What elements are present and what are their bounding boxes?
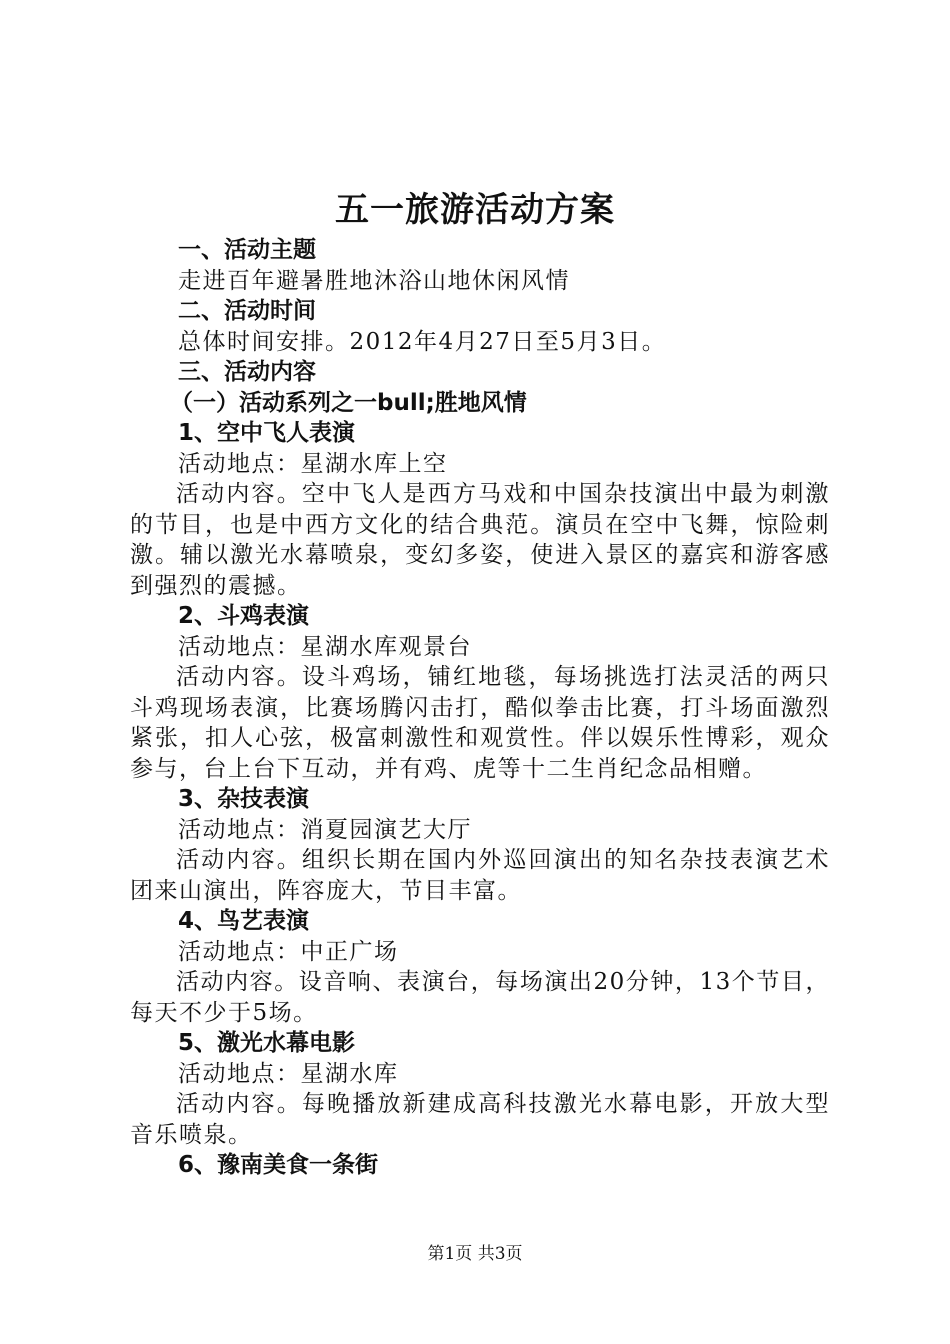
item-heading-1: 1、空中飞人表演 <box>178 420 356 446</box>
document-body <box>130 235 830 1181</box>
item-content-1: 活动内容。空中飞人是西方马戏和中国杂技演出中最为刺激的节目，也是中西方文化的结合典范。演员在空中飞舞，惊险刺激。辅以激光水幕喷泉，变幻多姿，使进入景区的嘉宾和游客感到强烈的震撼。 <box>130 481 830 599</box>
item-location-5: 活动地点：星湖水库 <box>178 1060 399 1087</box>
item-heading-3: 3、杂技表演 <box>178 786 310 812</box>
item-location-4: 活动地点：中正广场 <box>178 938 399 965</box>
item-content-5: 活动内容。每晚播放新建成高科技激光水幕电影，开放大型音乐喷泉。 <box>130 1091 830 1148</box>
document-title: 五一旅游活动方案 <box>335 190 615 230</box>
section-heading-theme: 一、活动主题 <box>178 237 316 263</box>
series-heading: （一）活动系列之一bull;胜地风情 <box>170 389 527 416</box>
item-content-4: 活动内容。设音响、表演台，每场演出20分钟，13个节目，每天不少于5场。 <box>130 969 830 1026</box>
item-content-2: 活动内容。设斗鸡场，铺红地毯，每场挑选打法灵活的两只斗鸡现场表演，比赛场腾闪击打，酷似拳击比赛，打斗场面激烈紧张，扣人心弦，极富刺激性和观赏性。伴以娱乐性博彩，观众参与，台上台下互动，并有鸡、虎等十二生肖纪念品相赠。 <box>130 664 830 782</box>
item-heading-2: 2、斗鸡表演 <box>178 603 310 629</box>
item-location-2: 活动地点：星湖水库观景台 <box>178 633 472 660</box>
item-heading-4: 4、鸟艺表演 <box>178 908 310 934</box>
page-number: 第1页 共3页 <box>427 1244 523 1264</box>
item-location-1: 活动地点：星湖水库上空 <box>178 450 448 477</box>
item-content-3: 活动内容。组织长期在国内外巡回演出的知名杂技表演艺术团来山演出，阵容庞大，节目丰富。 <box>130 847 830 904</box>
theme-text: 走进百年避暑胜地沐浴山地休闲风情 <box>178 267 570 294</box>
section-heading-content: 三、活动内容 <box>178 359 316 385</box>
item-location-3: 活动地点：消夏园演艺大厅 <box>178 816 472 843</box>
time-text: 总体时间安排。2012年4月27日至5月3日。 <box>178 328 667 355</box>
item-heading-6: 6、豫南美食一条街 <box>178 1152 379 1178</box>
section-heading-time: 二、活动时间 <box>178 298 316 324</box>
item-heading-5: 5、激光水幕电影 <box>178 1030 356 1056</box>
